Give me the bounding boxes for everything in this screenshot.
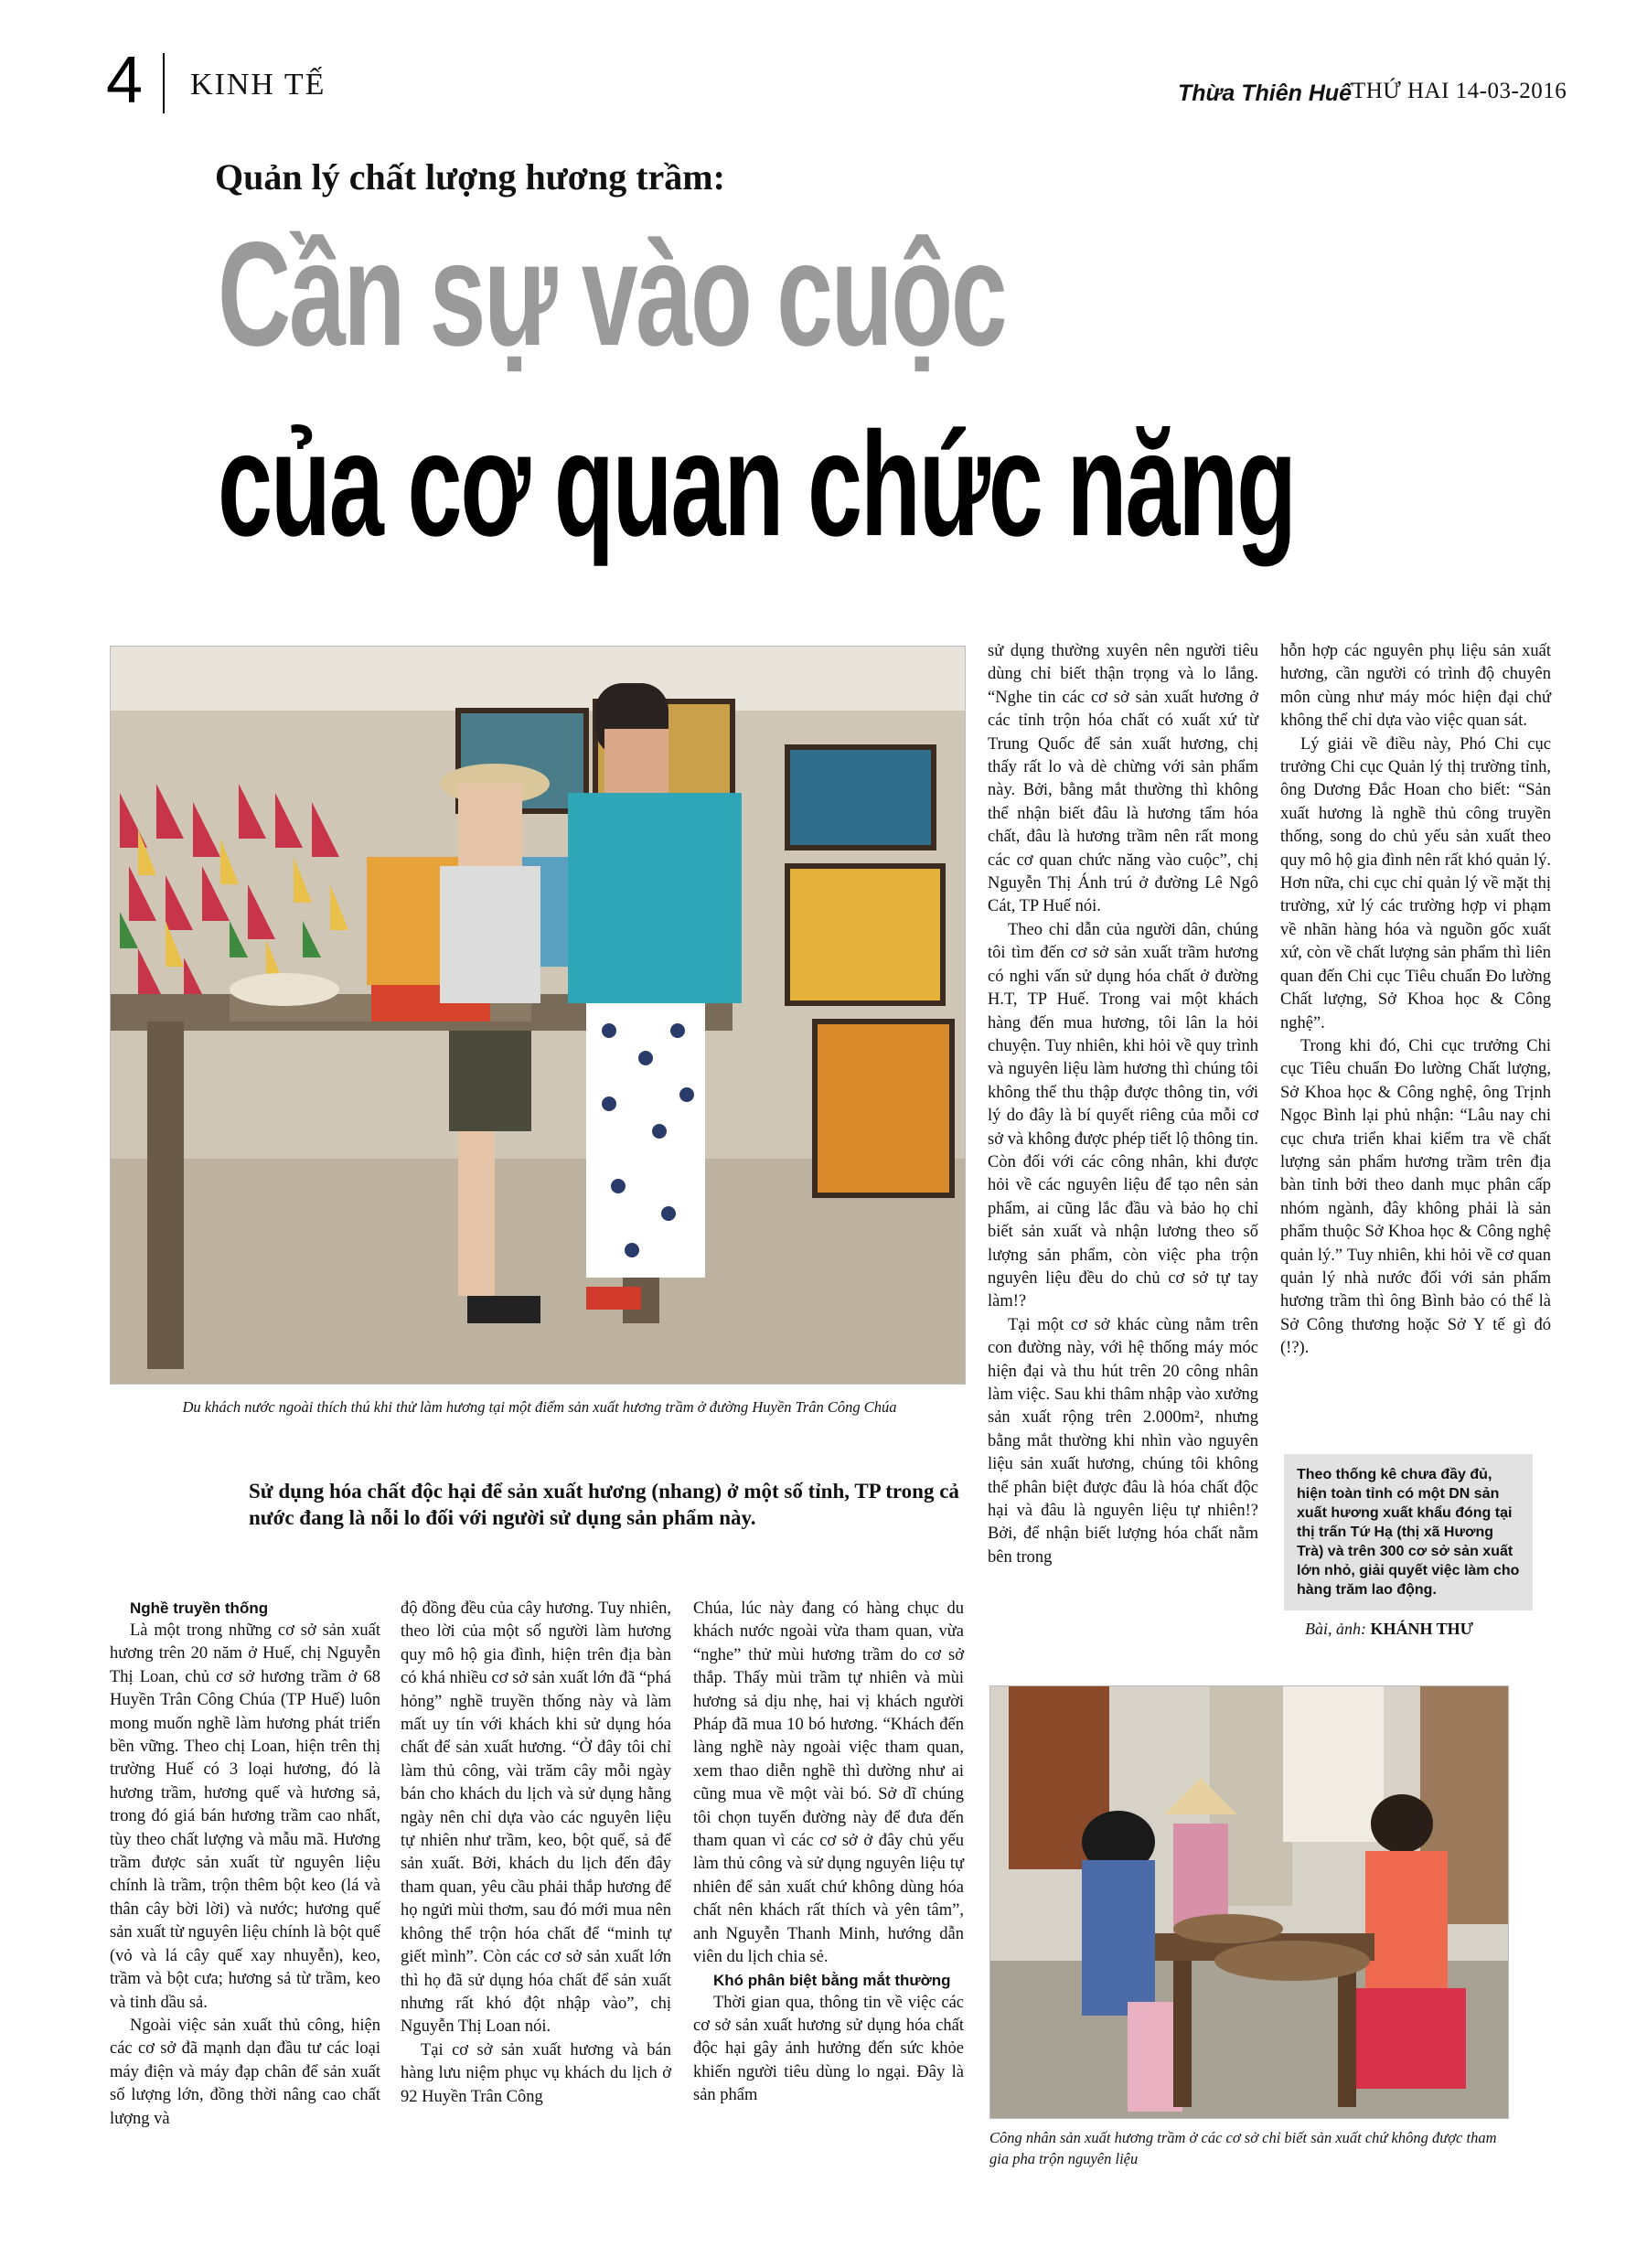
article-column-4 — [988, 640, 1258, 1569]
photo-incense-tourist — [110, 646, 966, 1385]
byline-name: KHÁNH THƯ — [1370, 1620, 1473, 1638]
header-divider — [163, 53, 165, 113]
photo1-caption: Du khách nước ngoài thích thú khi thử làm hương tại một điểm sản xuất hương trầm ở đường Huyền Trân Công Chúa — [182, 1398, 897, 1416]
paragraph: Theo chỉ dẫn của người dân, chúng tôi tìm đến cơ sở sản xuất trầm hương có nghi vấn sử dụng hóa chất ở đường H.T, TP Huế. Trong vai một khách hàng đến mua hương, tôi lân la hỏi chuyện. Tuy nhiên, khi hỏi về quy trình và nguyên liệu làm hương thì chúng tôi không thể thu thập được thông tin, với lý do đây là bí quyết riêng của mỗi cơ sở và không được phép tiết lộ thông tin. Còn đối với các công nhân, khi được hỏi về các nguyên liệu để tạo nên sản phẩm, ai cũng lắc đầu và bảo họ chỉ biết sản xuất và nhận lương theo số lượng sản phẩm, còn việc pha trộn nguyên liệu đều do chủ cơ sở tự tay làm!? — [988, 920, 1258, 1311]
article-column-3 — [693, 1598, 964, 2108]
article-column-5 — [1280, 640, 1551, 1361]
paragraph: Chúa, lúc này đang có hàng chục du khách nước ngoài vừa tham quan, vừa “nghe” thử mùi hương trầm do cơ sở thắp. Thấy mùi trầm tự nhiên và mùi hương sả dịu nhẹ, hai vị khách người Pháp đã mua 10 bó hương. “Khách đến làng nghề này ngoài việc tham quan, xem thao diễn nghề thì dường như ai cũng mua về một vài bó. Sở dĩ chúng tôi chọn tuyến đường này để đưa đến tham quan vì các cơ sở ở đây chủ yếu làm thủ công và sử dụng nguyên liệu tự nhiên để sản xuất chứ không dùng hóa chất nên khách rất thích và yên tâm”, anh Nguyễn Thanh Minh, hướng dẫn viên du lịch chia sẻ. — [693, 1599, 964, 1967]
paragraph: Tại một cơ sở khác cùng nằm trên con đường này, với hệ thống máy móc hiện đại và thu hút trên 20 công nhân làm việc. Sau khi thâm nhập vào xưởng sản xuất rộng trên 2.000m², nhưng bằng mắt thường khi nhìn vào nguyên liệu sản xuất hương, chúng tôi không thể phân biệt được đâu là hóa chất độc hại và đâu là nguyên liệu tự nhiên!? Bởi, để nhận biết lượng hóa chất nằm bên trong — [988, 1315, 1258, 1567]
article-lede: Sử dụng hóa chất độc hại để sản xuất hương (nhang) ở một số tỉnh, TP trong cả nước đang là nỗi lo đối với người sử dụng sản phẩm này. — [249, 1480, 959, 1529]
article-kicker: Quản lý chất lượng hương trầm: — [215, 156, 725, 198]
page-number: 4 — [106, 44, 144, 117]
paragraph: hỗn hợp các nguyên phụ liệu sản xuất hương, cần người có trình độ chuyên môn cùng như máy móc hiện đại chứ không thể chỉ dựa vào việc quan sát. — [1280, 642, 1551, 731]
newspaper-name: Thừa Thiên Huế — [1178, 80, 1353, 106]
statistics-box — [1284, 1454, 1533, 1610]
byline-label: Bài, ảnh: — [1304, 1620, 1366, 1638]
paragraph: Là một trong những cơ sở sản xuất hương trên 20 năm ở Huế, chị Nguyễn Thị Loan, chủ cơ sở hương trầm ở 68 Huyền Trân Công Chúa (TP Huế) luôn mong muốn nghề làm hương phát triển bền vững. Theo chị Loan, hiện trên thị trường Huế có 3 loại hương, đó là hương trầm, hương quế và hương sả, trong đó giá bán hương trầm cao nhất, tùy theo chất lượng và mẫu mã. Hương trầm được sản xuất từ nguyên liệu chính là trầm, trộn thêm bột keo (lá và thân cây bời lời) và nước; hương quế sản xuất từ nguyên liệu chính là bột quế (vỏ và lá cây quế xay nhuyễn), keo, trầm và bột cưa; hương sả từ trầm, keo và tinh dầu sả. — [110, 1621, 380, 2012]
statistics-text: Theo thống kê chưa đầy đủ, hiện toàn tỉnh có một DN sản xuất hương xuất khẩu đóng tại thị trấn Tứ Hạ (thị xã Hương Trà) và trên 300 cơ sở sản xuất lớn nhỏ, giải quyết việc làm cho hàng trăm lao động. — [1297, 1467, 1520, 1598]
paragraph: sử dụng thường xuyên nên người tiêu dùng chỉ biết thận trọng và lo lắng. “Nghe tin các cơ sở sản xuất hương ở các tỉnh trộn hóa chất có xuất xứ từ Trung Quốc để sản xuất hương, chị thấy rất lo và dè chừng với sản phẩm này. Bởi, bằng mắt thường thì không thể nhận biết đâu là hương tẩm hóa chất, đâu là hương trầm nên rất mong các cơ quan chức năng vào cuộc”, chị Nguyễn Thị Ánh trú ở đường Lê Ngô Cát, TP Huế nói. — [988, 642, 1258, 916]
section-subhead: Khó phân biệt bằng mắt thường — [713, 1971, 951, 1989]
paragraph: Trong khi đó, Chi cục trưởng Chi cục Tiêu chuẩn Đo lường Chất lượng, Sở Khoa học & Công nghệ, ông Trịnh Ngọc Bình lại phủ nhận: “Lâu nay chi cục chưa triển khai kiểm tra về chất lượng sản phẩm hương trầm trên địa bàn tỉnh bởi theo danh mục phân cấp nhóm ngành, đây không phải là sản phẩm thuộc Sở Khoa học & Công nghệ quản lý.” Tuy nhiên, khi hỏi về cơ quan quản lý nhà nước đối với sản phẩm hương trầm thì ông Bình bảo có thể là Sở Công thương hoặc Sở Y tế gì đó (!?). — [1280, 1036, 1551, 1358]
photo-workers — [989, 1685, 1509, 2119]
section-subhead: Nghề truyền thống — [130, 1599, 269, 1617]
paragraph: Thời gian qua, thông tin về việc các cơ sở sản xuất hương sử dụng hóa chất độc hại gây ảnh hưởng đến sức khỏe khiến người tiêu dùng lo ngại. Đây là sản phẩm — [693, 1993, 964, 2105]
paragraph: Tại cơ sở sản xuất hương và bán hàng lưu niệm phục vụ khách du lịch ở 92 Huyền Trân Công — [401, 2040, 671, 2106]
headline-line-2: của cơ quan chức năng — [218, 401, 1295, 567]
paragraph: Lý giải về điều này, Phó Chi cục trưởng Chi cục Quản lý thị trường tỉnh, ông Dương Đắc Hoan cho biết: “Sản xuất hương là nghề thủ công truyền thống, song do chủ yếu sản xuất theo quy mô hộ gia đình nên rất khó quản lý. Hơn nữa, chi cục chỉ quản lý về mặt thị trường, xử lý các trường hợp vi phạm về nhãn hàng hóa và nguồn gốc xuất xứ, còn về chất lượng sản phẩm thì liên quan đến Chi cục Tiêu chuẩn Đo lường Chất lượng, Sở Khoa học & Công nghệ”. — [1280, 734, 1551, 1032]
paragraph: Ngoài việc sản xuất thủ công, hiện các cơ sở đã mạnh dạn đầu tư các loại máy điện và máy đạp chân để sản xuất số lượng lớn, đồng thời nâng cao chất lượng và — [110, 2016, 380, 2128]
paragraph: độ đồng đều của cây hương. Tuy nhiên, theo lời của một số người làm hương quy mô hộ gia đình, hiện trên địa bàn có khá nhiều cơ sở sản xuất lớn đã “phá hỏng” nghề truyền thống này và làm mất uy tín với khách khi sử dụng hóa chất để sản xuất hương. “Ở đây tôi chỉ làm thủ công, vài trăm cây mỗi ngày bán cho khách du lịch và sử dụng hằng ngày nên chỉ dựa vào các nguyên liệu tự nhiên như trầm, keo, bột quế, sả để sản xuất. Bởi, khách du lịch đến đây tham quan, yêu cầu phải thắp hương để họ ngửi mùi thơm, sau đó mới mua nên không thể trộn hóa chất để “minh tự giết mình”. Còn các cơ sở sản xuất lớn thì họ đã sử dụng hóa chất để sản xuất nhưng rất khó đột nhập vào”, chị Nguyễn Thị Loan nói. — [401, 1599, 671, 2037]
byline — [1305, 1620, 1473, 1639]
photo2-caption: Công nhân sản xuất hương trầm ở các cơ sở chỉ biết sản xuất chứ không được tham gia pha trộn nguyên liệu — [989, 2129, 1497, 2167]
article-column-1 — [110, 1598, 380, 2131]
section-name: KINH TẾ — [190, 68, 326, 102]
issue-date: THỨ HAI 14-03-2016 — [1352, 79, 1567, 103]
headline-line-1: Cần sự vào cuộc — [218, 210, 1006, 377]
article-column-2 — [401, 1598, 671, 2109]
